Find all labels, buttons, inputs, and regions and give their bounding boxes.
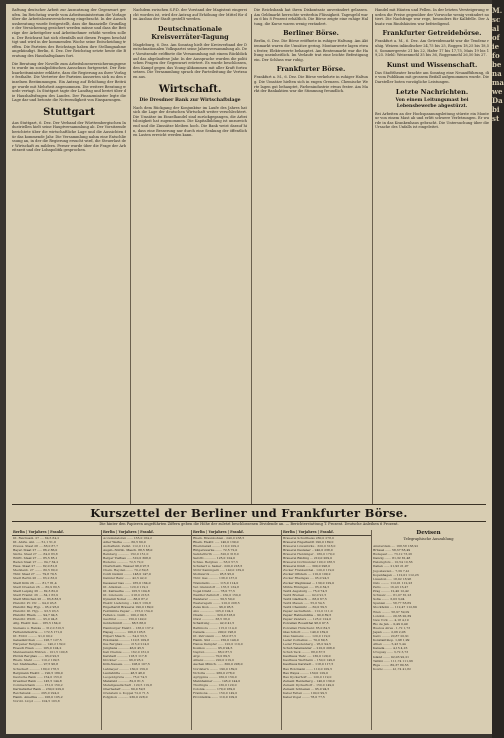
table-row: Budapest ..... 73,12 73,26 bbox=[373, 552, 413, 557]
column-3-heading-2: Frankfurter Börse. bbox=[276, 65, 346, 74]
table-row: Gelsenkirchen ....... 128,7 127,5 bbox=[13, 637, 62, 642]
table-row: Papier Zanders ..... 125,0 124,0 bbox=[283, 617, 331, 622]
table-row: Aku ............... 105,0 104,2 bbox=[193, 609, 234, 614]
table-row: Leopoldgrube ....... 75,0 74,5 bbox=[103, 674, 148, 679]
table-row: Kaufhaus Karstadt .. 118,0 117,5 bbox=[283, 662, 334, 667]
table-row: Deutsche Bank ...... 154,0 153,0 bbox=[13, 674, 62, 679]
table-row: Hamburger Elektr. .. 138,0 137,2 bbox=[103, 625, 154, 630]
table-row: Agrippina ......... 160,0 159,0 bbox=[193, 674, 237, 679]
table-row: Stadt Frankf. 26 .... 84,1 83,9 bbox=[13, 592, 58, 597]
table-row: Köln-Neuess. ....... 108,0 107,5 bbox=[103, 662, 150, 667]
table-row: Bau Wayss ......... 130,0 129,0 bbox=[283, 670, 328, 675]
table-row: Leder Cornelius .... 70,0 69,5 bbox=[283, 637, 328, 642]
table-row: Paris ........ 16,43 16,47 bbox=[373, 584, 409, 589]
table-row: Schantung ......... 42,0 41,5 bbox=[193, 621, 235, 626]
table-row: Papier Hahnemühle .. 90,0 89,5 bbox=[283, 613, 332, 618]
table-row: Textil Gladbach .... 68,0 67,5 bbox=[283, 596, 327, 601]
table-row: Nordd. Lloyd ....... 104,5 103,8 bbox=[13, 699, 60, 704]
table-row: Siemens u. Halske ... 312,0 310,5 bbox=[13, 625, 65, 630]
table-row: Transradio ......... 115,0 114,0 bbox=[193, 580, 239, 585]
column-3-heading-1: Berliner Börse. bbox=[283, 29, 339, 38]
table-row: Dt. Erdöl .......... 91,0 90,2 bbox=[13, 633, 53, 638]
table-row: Brauerei Engelhardt 190,0 189,0 bbox=[283, 539, 334, 544]
table-row: Nordstern ......... 190,0 189,0 bbox=[193, 666, 238, 671]
table-row: Pfandbr. Bay. Hyp. .. 95,2 95,0 bbox=[13, 605, 60, 610]
table-row: Aschaffenb. Zellst. 112,0 111,2 bbox=[103, 543, 151, 548]
column-3-text-2: Frankfurt a. M., 6. Dez. Die Börse verkehrte in ruhiger Haltung. Die Umsätze hielten sich in engen Grenzen. Chemische Werte lagen gut behauptet, Farbenindustrie etwas fester. Am Markt der Bankaktien war die Stimmung freundlich. bbox=[254, 75, 368, 94]
stock-table-rows bbox=[102, 536, 191, 700]
table-row: Tallinn ...... 111,74 111,96 bbox=[373, 658, 413, 663]
table-row: Chade ............. 320,0 318,0 bbox=[193, 613, 236, 618]
table-row: Kosmos ............ 95,0 94,5 bbox=[193, 646, 233, 651]
table-row: Porzellan Hutschenr. 85,0 84,5 bbox=[283, 625, 331, 630]
table-row: Victoria .......... 280,0 278,0 bbox=[193, 670, 235, 675]
column-2-subheading-2: Die Dresdner Bank zur Wirtschaftslage bbox=[139, 97, 241, 103]
table-row: Ilse Bergbau ....... 215,0 214,0 bbox=[103, 641, 150, 646]
table-row: Kabel Felten ....... 100,0 99,5 bbox=[283, 691, 328, 696]
table-row: Stöhr Kammgarn ..... 140,0 139,0 bbox=[193, 568, 244, 573]
table-row: Oslo ......... 112,01 112,23 bbox=[373, 580, 413, 585]
table-row: Hamb. Amerika ...... 106,0 105,2 bbox=[13, 695, 63, 700]
column-1-top-text: ßaftung deutscher Arbeit zur Ausnutzung der Gegenwart gerufen. Im Reichstag wurde vom Arbeitsministerium die Vorlage über die Arbeitslosenversicherung eingebracht. In der Ausschussberatung wurde festgestellt, dass die finanzielle Grundlage der Versicherung gesichert werden müsse und dass die Beiträge der Arbeitgeber und Arbeitnehmer erhöht werden sollen. Der Reichsrat hat sich ebenfalls mit diesen Fragen beschäftigt und wird in der kommenden Woche seine Entscheidung treffen. Die Parteien des Reichstags haben ihre Stellungnahme angekündigt. Berlin, 6. Dez. Der Reichstag setzte heute die Beratung des Haushaltsplanes fort. bbox=[12, 8, 126, 58]
column-1-mid-text: Die Beratung der Novelle zum Arbeitslosenversicherungsgesetz wurde im sozialpolitischen Ausschuss fortgesetzt. Der Reichsarbeitsminister erklärte, dass die Regierung an ihrer Vorlage festhalte. Die Vertreter der Parteien äusserten sich zu den einzelnen Bestimmungen. Ein Antrag auf Erhöhung der Beiträge wurde mit Mehrheit angenommen. Die weitere Beratung wurde vertagt. In Stuttgart tagte der Landtag und beriet über die Haushaltsfragen des Landes. Der Finanzminister legte die Lage dar und betonte die Notwendigkeit von Einsparungen. bbox=[12, 61, 126, 103]
table-row: Harpener Bergbau .... 140,2 139,0 bbox=[13, 641, 66, 646]
table-row: Ver. Stahlwerke ..... 97,5 96,8 bbox=[13, 662, 58, 667]
table-row: Rio de Jan. .. 0,49 0,49 bbox=[373, 621, 408, 626]
stock-table-3 bbox=[192, 530, 282, 730]
column-3-text-1: Berlin, 6. Dez. Die Börse eröffnete in ruhiger Haltung. Am Aktienmarkt waren die Umsätze gering. Montanwerte lagen etwas fester, Elektrowerte behauptet. Am Rentenmarkt war die Haltung uneinheitlich. Im Verlaufe trat eine leichte Befestigung ein. Der Schluss war ruhig. bbox=[254, 39, 368, 62]
table-row: Rhein. Braunkohlen . 240,0 238,5 bbox=[193, 535, 245, 540]
stock-table-1 bbox=[12, 530, 102, 730]
table-row: Hapag ............. 106,0 105,5 bbox=[103, 629, 146, 634]
table-row: Jugoslawien .. 7,39 7,41 bbox=[373, 568, 410, 573]
column-1 bbox=[12, 8, 126, 504]
adjacent-page-edge bbox=[492, 0, 504, 738]
table-row: Mansfeld ........... 82,0 81,5 bbox=[103, 678, 144, 683]
table-row: Karstadt ........... 118,5 117,8 bbox=[103, 654, 147, 659]
table-row: Kaufhaus Wertheim .. 150,0 149,0 bbox=[283, 658, 335, 663]
stock-table-header: Berlin | Vorjahres | Frankf. bbox=[192, 530, 281, 536]
table-row: Kanada ....... 4,15 4,16 bbox=[373, 646, 408, 651]
column-2 bbox=[133, 8, 247, 504]
table-row: Dresdner Bank ...... 145,5 144,8 bbox=[13, 678, 62, 683]
table-row: Westeregeln ........ 210,0 208,5 bbox=[193, 601, 240, 605]
table-row: Dt. Reichsanl. 27 .... 84,5 84,2 bbox=[13, 535, 60, 540]
table-row: Wien ......... 58,97 59,09 bbox=[373, 609, 410, 614]
table-row: Augsb.-Nürnb. Masch. 88,5 88,0 bbox=[103, 547, 153, 552]
devisen-label: Telegraphische Auszahlung bbox=[403, 537, 454, 541]
column-4-top-text: Handel mit Häuten und Fellen. In der letzten Versteigerung wurden die Preise gegenüber der Vorwoche wenig verändert notiert. Die Nachfrage war rege, besonders für Kalbfelle. Der Absatz von Rindshäuten war befriedigend. bbox=[375, 8, 489, 26]
table-row: Rhein. Stahl ........ 110,2 109,5 bbox=[13, 658, 60, 663]
column-4-heading-2: Kunst und Wissenschaft. bbox=[386, 60, 478, 69]
table-row: Bau Dyckerhoff ..... 120,0 119,0 bbox=[283, 674, 332, 679]
table-row: Zement Dyckerhoff .. 150,0 149,0 bbox=[283, 682, 335, 687]
table-row: Salzdetfurth ....... 320,0 318,0 bbox=[193, 551, 239, 556]
table-row: Berger Tiefbau ..... 310,0 308,0 bbox=[103, 555, 151, 560]
table-row: Brüssel ...... 58,37 58,49 bbox=[373, 548, 411, 553]
column-4-heading-3: Letzte Nachrichten. bbox=[395, 87, 469, 96]
column-rule bbox=[251, 14, 252, 504]
column-4-subheading-3: Von einem Leitungsmast bei Lebensbewerbe abgestürzt. bbox=[395, 97, 469, 109]
table-row: Spanien ...... 58,77 58,89 bbox=[373, 601, 412, 606]
table-row: Island ....... 92,03 92,21 bbox=[373, 654, 410, 659]
column-4-text-2: Das Stadttheater brachte am Sonntag eine Neuaufführung, die vom Publikum mit grossem Beifall aufgenommen wurde. Die Darsteller boten vorzügliche Leistungen. bbox=[375, 70, 489, 84]
table-row: Riga ......... 80,37 80,53 bbox=[373, 662, 409, 667]
table-row: Schles. Bergbau .... 58,0 57,5 bbox=[193, 560, 238, 565]
table-row: Dt. Petroleum ...... 68,0 67,5 bbox=[193, 633, 237, 638]
table-row: Rheinmetall ........ 110,0 109,2 bbox=[193, 543, 240, 548]
article-columns bbox=[12, 8, 489, 504]
table-row: Otavi ............. 38,5 38,0 bbox=[193, 617, 230, 622]
table-row: Zement Heidelberg .. 140,0 139,0 bbox=[283, 678, 335, 683]
table-row: Brauerei Löwenbräu . 320,0 318,0 bbox=[283, 543, 336, 548]
table-row: Danzig ....... 81,32 81,48 bbox=[373, 556, 411, 561]
table-row: Zeiss Ikon ......... 96,0 95,5 bbox=[193, 605, 234, 610]
table-row: Schuh Salamander ... 210,0 208,0 bbox=[283, 646, 335, 651]
table-row: Junghans ........... 46,0 45,5 bbox=[103, 646, 144, 651]
table-row: Bergmann Elektr. ... 190,5 189,0 bbox=[13, 670, 63, 675]
table-row: Stockholm .... 112,47 112,69 bbox=[373, 605, 417, 610]
table-row: Leder Freudenberg .. 95,0 94,5 bbox=[283, 641, 331, 646]
table-row: Holzmann ........... 110,5 109,8 bbox=[103, 637, 149, 642]
table-row: Württ. Staat 27 ..... 85,5 85,1 bbox=[13, 555, 58, 560]
table-row: Elektr. Lieferung .. 140,5 139,8 bbox=[103, 601, 151, 605]
table-row: Allianz ........... 220,0 219,0 bbox=[193, 658, 234, 663]
table-row: Frankona .......... 150,0 149,0 bbox=[193, 691, 238, 696]
table-row: Brauerei Binding ... 210,0 209,0 bbox=[283, 555, 332, 560]
table-row: Lahmeyer .......... 160,0 159,0 bbox=[103, 666, 148, 671]
table-row: Ver. Glanzstoff .... 135,5 134,8 bbox=[193, 584, 239, 589]
table-row: Canada ............ 200,0 198,0 bbox=[193, 629, 236, 634]
table-row: Waldhof Zellstoff .. 160,0 159,0 bbox=[193, 592, 241, 597]
table-row: Schubert u. Salzer . 220,0 218,5 bbox=[193, 564, 243, 569]
column-rule bbox=[130, 14, 131, 504]
table-row: Papier Aschaffenb. . 112,0 111,0 bbox=[283, 609, 333, 614]
table-row: Japan ........ 2,06 2,06 bbox=[373, 629, 406, 634]
column-2-top-text: Nachdem zwischen S.P.D. der Vorstand der Magistrat eingereicht worden ist, wird der Antrag auf Erhöhung der Mittel für den Ausbau der Stadt gestellt werden. bbox=[133, 8, 247, 22]
table-row: Vogel Draht ........ 78,0 77,5 bbox=[193, 588, 235, 593]
table-row: Darmstädter Bank ... 230,0 229,0 bbox=[13, 686, 64, 691]
table-row: Kaufhaus Tietz ..... 130,0 129,0 bbox=[283, 654, 331, 659]
table-row: Accumulatoren ...... 165,0 164,2 bbox=[103, 535, 152, 540]
table-row: Italien ...... 21,93 21,97 bbox=[373, 564, 409, 569]
table-row: Sarotti ............ 125,0 124,0 bbox=[193, 555, 235, 560]
table-row: Brauerei Kindl ..... 300,0 298,0 bbox=[283, 564, 331, 569]
table-row: Brauerei Dortmunder 190,0 188,5 bbox=[283, 560, 336, 565]
adjacent-page-text: M. sc al of ie fo be na ma we Da bi st bbox=[492, 6, 504, 123]
table-row: Buenos Aires . 1,72 1,73 bbox=[373, 625, 411, 630]
table-row: Aachen Münch. ...... 300,0 298,0 bbox=[193, 662, 243, 667]
stock-table-4 bbox=[282, 530, 372, 730]
table-row: Stadt Dresden 26 .... 80,9 80,5 bbox=[13, 584, 60, 589]
table-row: Dt. Linoleum ....... 218,0 216,5 bbox=[103, 592, 150, 597]
table-row: Brauerei Paulaner .. 240,0 238,0 bbox=[283, 547, 333, 552]
table-row: Thür. Staat 27 ...... 79,8 79,5 bbox=[13, 572, 57, 577]
table-row: Zucker Frankenthal . 120,0 119,0 bbox=[283, 568, 335, 573]
table-row: Hansa Dampfer ...... 120,0 119,0 bbox=[193, 641, 243, 646]
table-row: Pfandbr. Pr. Ctr. ... 94,0 93,8 bbox=[13, 601, 57, 605]
table-row: Kali Chemie ........ 162,0 161,0 bbox=[103, 650, 150, 655]
stock-table-header: Berlin | Vorjahres | Frankf. bbox=[12, 530, 101, 536]
table-row: Stadt München 26 .... 83,8 83,5 bbox=[13, 596, 62, 601]
table-row: Dt. Kaliwerke ...... 105,5 104,8 bbox=[103, 588, 150, 593]
table-row: Hoesch Eisen ........ 105,0 104,2 bbox=[13, 646, 62, 651]
table-row: Amsterdam .... 168,58 168,92 bbox=[373, 544, 419, 548]
table-row: Mannheimer ........ 145,0 144,0 bbox=[193, 678, 241, 683]
stock-list-title: Kurszettel der Berliner und Frankfurter Börse. bbox=[90, 506, 408, 520]
table-row: Bayer. Staat 27 ..... 86,2 86,0 bbox=[13, 547, 58, 552]
table-row: Reichsbank ......... 295,0 294,0 bbox=[13, 691, 60, 696]
table-row: Stadt Berlin 26 ..... 83,2 83,0 bbox=[13, 576, 58, 581]
table-row: Zement Schlesien ... 95,0 94,5 bbox=[283, 686, 330, 691]
table-row: Bau Holzmann ....... 110,0 109,5 bbox=[283, 666, 333, 671]
table-row: Dynamit Nobel ...... 88,0 87,2 bbox=[103, 596, 148, 601]
table-row: Porzellan Rosenthal 98,0 97,5 bbox=[283, 621, 329, 626]
table-row: Rhein. Elektr. ..... 140,0 139,0 bbox=[193, 539, 239, 544]
table-row: Textil Bremen ...... 92,0 91,5 bbox=[283, 592, 327, 597]
table-row: Baden Staat 27 ...... 84,7 84,2 bbox=[13, 560, 59, 565]
table-row: Athen ........ 5,43 5,44 bbox=[373, 642, 406, 647]
table-row: Uruguay ...... 3,72 3,73 bbox=[373, 650, 409, 655]
table-row: Oberbedarf ......... 60,0 59,5 bbox=[103, 686, 146, 691]
table-row: Zucker Offstein .... 110,0 109,2 bbox=[283, 572, 331, 577]
table-row: Buderus ............ 72,5 72,0 bbox=[103, 560, 144, 565]
column-3-top-text: Die Reichsbank hat ihren Diskontsatz unverändert gelassen. Am Geldmarkt herrschte weiterhin Flüssigkeit. Tagesgeld war zu 6 bis 8 Prozent erhältlich. Die Börse zeigte eine ruhige Haltung, die Kurse waren wenig verändert. bbox=[254, 8, 368, 26]
column-2-heading-1: Deutschnationale Kreisverräter-Tagung bbox=[151, 24, 229, 41]
table-row: Mecklenb. 27 ........ 80,5 80,0 bbox=[13, 568, 58, 573]
table-row: Dessauer Gas ....... 165,0 164,0 bbox=[103, 580, 151, 585]
stock-list-banner bbox=[12, 504, 486, 522]
table-row: Rütgerswerke ....... 72,5 72,0 bbox=[193, 547, 238, 552]
stock-tables bbox=[12, 530, 486, 730]
table-row: Kairo ........ 20,87 20,91 bbox=[373, 634, 409, 639]
table-row: Schuckert ........... 180,0 178,5 bbox=[13, 666, 60, 671]
newspaper-page bbox=[6, 4, 492, 734]
column-2-text-1: Magdeburg, 6. Dez. Am Sonntag hielt der Kreisverband der Deutschnationalen Volkspartei seine Jahresversammlung ab. Der Vorsitzende eröffnete die Versammlung mit einem Rückblick auf das abgelaufene Jahr. In der Aussprache wurden die politischen Fragen der Gegenwart erörtert. Es wurde beschlossen, den Kampf gegen das Young-Abkommen mit aller Kraft fortzusetzen. Die Versammlung sprach der Parteileitung ihr Vertrauen aus. bbox=[133, 42, 247, 79]
column-4-heading-1: Frankfurter Getreidebörse. bbox=[382, 29, 482, 38]
table-row: New York ..... 4,18 4,19 bbox=[373, 617, 409, 622]
stock-table-rows bbox=[192, 536, 281, 700]
table-row: Feldmühle Papier ... 155,0 154,0 bbox=[103, 609, 153, 614]
column-4 bbox=[375, 8, 489, 504]
table-row: Wanderer ........... 50,5 50,0 bbox=[193, 596, 235, 601]
table-row: Phönix Bergbau ...... 93,0 92,5 bbox=[13, 654, 60, 659]
stock-table-2 bbox=[102, 530, 192, 730]
devisen-table bbox=[372, 530, 485, 730]
table-row: Kowno ........ 41,74 41,82 bbox=[373, 666, 411, 671]
table-row: Gesfürel ........... 150,0 149,0 bbox=[103, 617, 147, 622]
table-row: Pfandbr. Württ. ..... 95,0 94,8 bbox=[13, 617, 58, 622]
table-row: Stadt Leipzig 26 .... 82,3 82,0 bbox=[13, 588, 59, 593]
column-3 bbox=[254, 8, 368, 504]
table-row: Baltimore ......... 115,0 114,0 bbox=[193, 625, 237, 630]
table-row: Engelhardt Brauerei 190,0 189,0 bbox=[103, 605, 154, 610]
table-row: Lissabon ..... 18,92 18,96 bbox=[373, 576, 412, 581]
table-row: Bemberg ............ 152,0 151,0 bbox=[103, 551, 149, 556]
table-row: Sächs. Staat 27 ..... 84,0 83,8 bbox=[13, 551, 58, 556]
column-1-heading: Stuttgart bbox=[43, 106, 95, 118]
column-2-heading-2: Wirtschaft. bbox=[158, 83, 222, 95]
table-row: Dt. Atlanten ....... 120,0 119,2 bbox=[103, 584, 149, 589]
table-row: Chem. Heyden ....... 70,2 69,8 bbox=[103, 568, 149, 573]
table-row: Metallgesellschaft . 120,5 119,8 bbox=[103, 682, 152, 687]
stock-table-rows bbox=[282, 536, 371, 700]
table-row: Konstantinop. 1,98 1,99 bbox=[373, 638, 410, 643]
table-row: Kabel Vogel ........ 78,0 77,5 bbox=[283, 695, 325, 700]
table-row: Brauerei Henninger . 180,0 179,0 bbox=[283, 551, 335, 556]
table-row: Zucker Rheingau .... 95,0 94,5 bbox=[283, 576, 330, 581]
table-row: Dt. Ablös. Anl. ..... 51,1 51,0 bbox=[13, 539, 56, 544]
table-row: Sofia ........ 3,03 3,04 bbox=[373, 597, 405, 602]
table-row: Adler Werke ........ 60,5 60,0 bbox=[103, 539, 146, 544]
devisen-title: Devisen bbox=[416, 530, 441, 536]
table-row: Prag ......... 12,40 12,42 bbox=[373, 589, 409, 594]
table-row: Kopenhagen ... 112,01 112,23 bbox=[373, 572, 419, 577]
table-row: Argo .............. 70,0 69,5 bbox=[193, 654, 230, 659]
table-row: Daimler Benz ....... 42,5 42,0 bbox=[103, 576, 147, 581]
table-row: Allg. Elektr. Ges. .. 165,5 164,0 bbox=[13, 621, 61, 626]
table-row: Neptun ............ 88,0 87,5 bbox=[193, 650, 233, 655]
table-row: Zucker Waghäusel ... 130,0 129,0 bbox=[283, 580, 335, 585]
table-row: Schuh Tack ......... 88,0 87,5 bbox=[283, 650, 326, 655]
table-row: Thür. Gas .......... 138,0 137,0 bbox=[193, 576, 238, 581]
table-row: Laurahütte ......... 48,5 48,0 bbox=[103, 670, 145, 675]
table-row: Glas Siemens ....... 120,0 119,0 bbox=[283, 633, 331, 638]
table-row: Stollwerck ......... 95,5 95,0 bbox=[193, 572, 235, 577]
column-4-text-1: Frankfurt a. M., 6. Dez. Am Getreidemarkt war die Tendenz ruhig. Weizen inländischer 24,75 bis 25, Roggen 18,25 bis 18,50, Sommergerste 21 bis 22, Hafer 17 bis 17,75, Mais 19 bis 19,25. Mehl: Weizenmehl 35 bis 36, Roggenmehl 26,50 bis 27. bbox=[375, 39, 489, 58]
table-row: Orenstein u. Koppel 72,0 71,5 bbox=[103, 691, 149, 696]
stock-table-rows bbox=[12, 536, 101, 704]
table-row: Polyphon ........... 230,0 228,0 bbox=[103, 695, 148, 700]
table-row: Textil Chemnitz .... 60,0 59,5 bbox=[283, 605, 327, 610]
devisen-rows bbox=[372, 544, 485, 671]
table-row: Preuss. Staat 28 .... 88,0 87,7 bbox=[13, 543, 58, 548]
table-row: Brauerei Schultheiss 280,0 278,0 bbox=[283, 535, 334, 540]
table-row: London ....... 20,35 20,39 bbox=[373, 613, 412, 618]
table-row: Mühle Rüningen ..... 85,0 84,5 bbox=[283, 584, 330, 589]
column-4-text-3: Bei Arbeiten an der Hochspannungsleitung stürzte ein Monteur von einem Mast ab und erlitt schwere Verletzungen. Er wurde in das Krankenhaus gebracht. Die Untersuchung über die Ursache des Unfalls ist eingeleitet. bbox=[375, 111, 489, 130]
column-rule bbox=[372, 14, 373, 504]
table-row: Providentia ....... 110,0 109,0 bbox=[193, 695, 238, 700]
table-row: Goldschmidt ........ 68,5 68,0 bbox=[103, 621, 147, 626]
table-row: Conti Gummi ........ 148,0 147,0 bbox=[103, 572, 151, 577]
table-row: Charlottenb. Wasser 98,0 97,5 bbox=[103, 564, 150, 569]
stock-list-subtitle: Die hinter den Papieren angeführten Ziffern geben die Höhe der zuletzt beschlossenen Dividende an. — Berichterstattung T. Prozent. Deutsche Anleihen 6 Prozent. bbox=[99, 522, 399, 526]
table-row: Commerzbank ........ 151,0 150,2 bbox=[13, 682, 63, 687]
table-row: Hilpert Masch. ..... 54,0 53,5 bbox=[103, 633, 147, 638]
table-row: Felten u. Guill. ... 100,2 99,5 bbox=[103, 613, 147, 618]
table-row: Klöckner ........... 96,0 95,2 bbox=[103, 658, 144, 663]
table-row: Stadt Köln 26 ....... 81,7 81,4 bbox=[13, 580, 57, 585]
table-row: Hess. Staat 27 ...... 82,0 81,6 bbox=[13, 564, 58, 569]
stock-table-header: Berlin | Vorjahres | Frankf. bbox=[282, 530, 371, 536]
table-row: Hamb. Süd ......... 150,0 149,0 bbox=[193, 637, 239, 642]
table-row: Schweiz ...... 81,07 81,23 bbox=[373, 593, 412, 598]
stock-table-header: Berlin | Vorjahres | Frankf. bbox=[102, 530, 191, 536]
column-1-bottom-text: Aus Stuttgart, 6. Dez. Der Verband der Württembergischen Industriellen hielt seine Hauptversammlung ab. Der Vorsitzende berichtete über die wirtschaftliche Lage und die Aussichten für das kommende Jahr. Die Versammlung nahm eine Entschliessung an, in der die Regierung ersucht wird, die Steuerlast der Wirtschaft zu mildern. Ferner wurde über die Frage der Arbeitszeit und der Lohnpolitik gesprochen. bbox=[12, 120, 126, 153]
table-row: Colonia ........... 170,0 169,0 bbox=[193, 686, 236, 691]
table-row: Textil Plauen ...... 55,0 54,5 bbox=[283, 601, 325, 605]
table-row: Pfandbr. Dt. Hyp. ... 93,5 93,3 bbox=[13, 609, 59, 614]
table-row: Mannesmann Röhren .. 101,5 100,8 bbox=[13, 650, 68, 655]
table-row: Thuringia ......... 130,0 129,0 bbox=[193, 682, 237, 687]
column-2-text-2: Nach dem Rückgang der Konjunktur im Laufe des Jahres hat sich die Lage der deutschen Wirtschaft weiter verschlechtert. Die Umsätze im Einzelhandel sind zurückgegangen, die Arbeitslosigkeit hat zugenommen. Die Kapitalbildung ist unzureichend und die Zinssätze bleiben hoch. Die Bank weist darauf hin, dass eine Besserung nur durch eine Senkung der öffentlichen Lasten erreicht werden kann. bbox=[133, 105, 247, 138]
table-row: Pfandbr. Rhein. ..... 94,7 94,5 bbox=[13, 613, 58, 618]
table-row: Helsingfors .. 10,54 10,56 bbox=[373, 560, 413, 565]
table-row: Textil Augsburg .... 75,0 74,5 bbox=[283, 588, 328, 593]
table-row: Glas Schott ........ 140,0 139,0 bbox=[283, 629, 329, 634]
table-row: Farbenindustrie ..... 172,5 171,0 bbox=[13, 629, 63, 634]
